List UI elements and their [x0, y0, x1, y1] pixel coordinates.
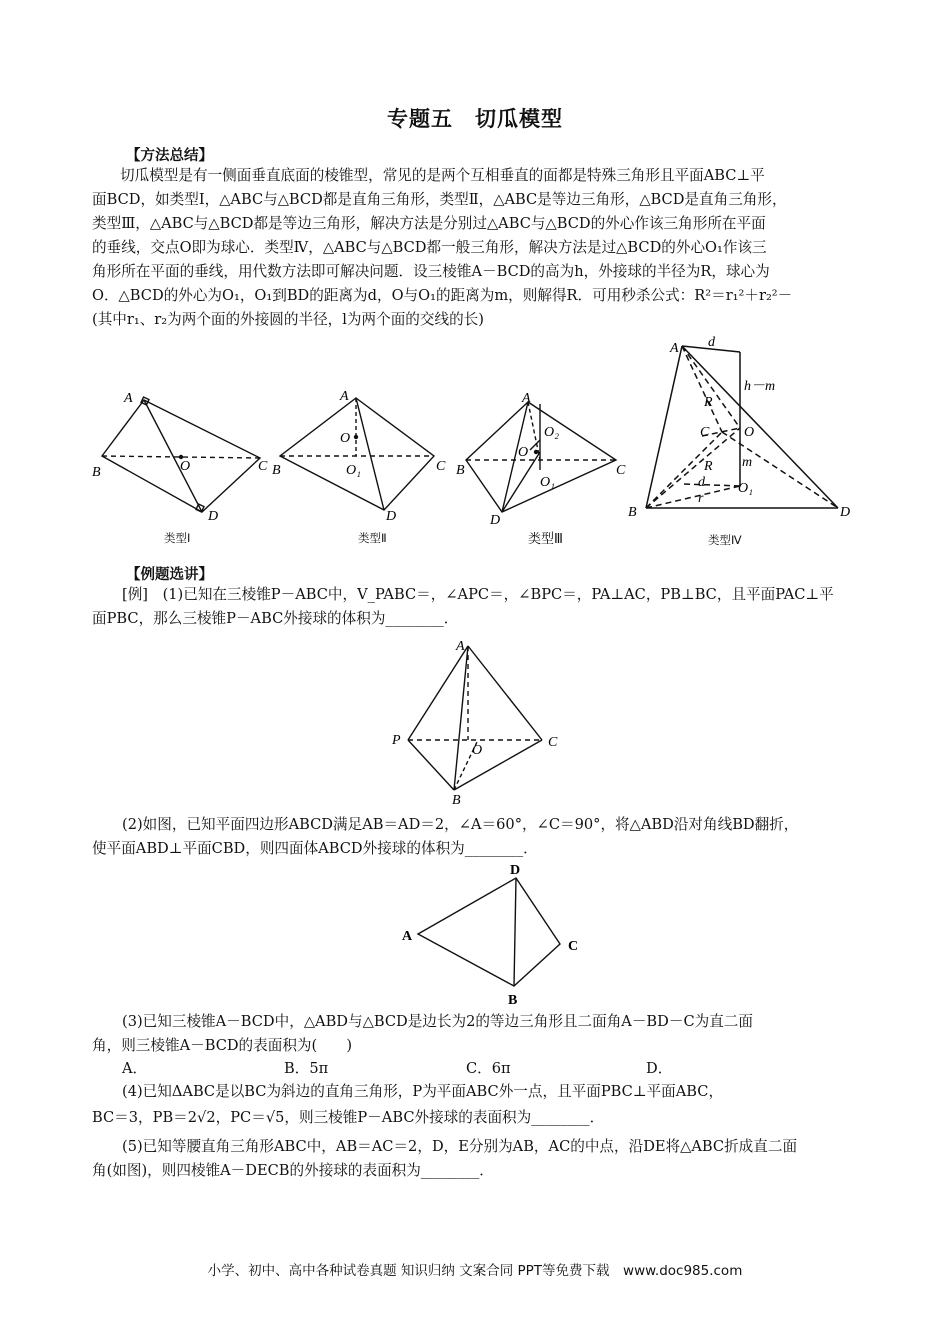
example1-line2: 面PBC，那么三棱锥P－ABC外接球的体积为________．	[92, 610, 459, 627]
option-B: B．5π	[284, 1060, 329, 1077]
label-O: O	[744, 425, 755, 440]
example1-figure	[386, 636, 576, 806]
label-A: A	[456, 639, 465, 654]
label-D: D	[386, 509, 397, 524]
label-B: B	[272, 463, 281, 478]
method-line: 面BCD，如类型Ⅰ，△ABC与△BCD都是直角三角形，类型Ⅱ，△ABC是等边三角形，△BCD是直角三角形，	[92, 191, 787, 208]
label-B: B	[452, 793, 461, 808]
example2-figure	[396, 858, 596, 1008]
label-P: P	[392, 733, 401, 748]
label-B: B	[456, 463, 465, 478]
label-C: C	[436, 459, 446, 474]
example4-line2: BC＝3，PB＝2√2，PC＝√5，则三棱锥P－ABC外接球的表面积为________．	[92, 1109, 605, 1126]
label-A: A	[522, 391, 531, 406]
label-O: O	[518, 445, 529, 460]
label-m: m	[742, 455, 753, 470]
label-O1: O₁	[346, 463, 361, 478]
method-line: (其中r₁、r₂为两个面的外接圆的半径，l为两个面的交线的长)	[92, 311, 484, 328]
example5-line1: (5)已知等腰直角三角形ABC中，AB＝AC＝2，D，E分别为AB，AC的中点，沿DE将△ABC折成直二面	[122, 1138, 798, 1155]
label-O: O	[180, 459, 191, 474]
example2-line2: 使平面ABD⊥平面CBD，则四面体ABCD外接球的体积为________．	[92, 840, 538, 857]
option-D: D．	[646, 1060, 673, 1077]
label-D: D	[510, 863, 521, 878]
figure-type-4	[624, 336, 864, 526]
label-D: D	[840, 505, 851, 520]
label-C: C	[548, 735, 558, 750]
example5-line2: 角(如图)，则四棱锥A－DECB的外接球的表面积为________．	[92, 1162, 494, 1179]
label-B: B	[92, 465, 101, 480]
figure-type-3	[452, 386, 632, 526]
method-line: 角形所在平面的垂线，用代数方法即可解决问题．设三棱锥A－BCD的高为h，外接球的半径为R，球心为	[92, 263, 770, 280]
method-line: O．△BCD的外心为O₁，O₁到BD的距离为d，O与O₁的距离为m，则解得R．可用秒杀公式：R²＝r₁²＋r₂²－	[92, 287, 793, 304]
label-D: D	[208, 509, 219, 524]
label-A: A	[124, 391, 133, 406]
label-h-minus-m: h－m	[744, 379, 776, 394]
label-R-lower: R	[704, 459, 713, 474]
label-O1: O₁	[738, 481, 753, 496]
caption-type-1: 类型Ⅰ	[164, 531, 191, 545]
label-B: B	[628, 505, 637, 520]
example3-line1: (3)已知三棱锥A－BCD中，△ABD与△BCD是边长为2的等边三角形且二面角A－BD－C为直二面	[122, 1013, 753, 1030]
option-A: A．	[122, 1060, 148, 1077]
label-O2: O₂	[544, 425, 559, 440]
label-B: B	[508, 993, 518, 1008]
label-A: A	[340, 389, 349, 404]
figure-type-2	[270, 386, 450, 526]
label-O1: O₁	[540, 475, 555, 490]
label-C: C	[700, 425, 710, 440]
label-R-upper: R	[704, 395, 713, 410]
figure-type-1	[90, 388, 270, 528]
method-line: 的垂线，交点O即为球心．类型Ⅳ，△ABC与△BCD都一般三角形，解决方法是过△BCD的外心O₁作该三	[92, 239, 767, 256]
label-A: A	[670, 341, 679, 356]
example3-line2: 角，则三棱锥A－BCD的表面积为( )	[92, 1037, 353, 1054]
label-d-bottom: d	[698, 475, 705, 490]
method-line: 切瓜模型是有一侧面垂直底面的棱锥型，常见的是两个互相垂直的面都是特殊三角形且平面ABC⊥平	[120, 167, 765, 184]
label-C: C	[568, 939, 579, 954]
section-method-summary: 【方法总结】	[126, 148, 213, 164]
label-r: r	[698, 491, 704, 506]
label-O: O	[340, 431, 351, 446]
example1-line1: [例] (1)已知在三棱锥P－ABC中，V_PABC＝，∠APC＝，∠BPC＝，PA⊥AC，PB⊥BC，且平面PAC⊥平	[122, 586, 834, 603]
label-d-top: d	[708, 335, 715, 350]
label-C: C	[258, 459, 268, 474]
method-line: 类型Ⅲ，△ABC与△BCD都是等边三角形，解决方法是分别过△ABC与△BCD的外心作该三角形所在平面	[92, 215, 766, 232]
section-examples: 【例题选讲】	[126, 567, 213, 583]
label-D: D	[490, 513, 501, 528]
caption-type-3: 类型Ⅲ	[528, 532, 563, 547]
caption-type-4: 类型Ⅳ	[708, 533, 742, 547]
label-A: A	[402, 929, 413, 944]
label-C: C	[616, 463, 626, 478]
option-C: C．6π	[466, 1060, 511, 1077]
label-O: O	[472, 743, 483, 758]
example4-line1: (4)已知ΔABC是以BC为斜边的直角三角形，P为平面ABC外一点，且平面PBC⊥平面ABC，	[122, 1083, 724, 1100]
page-footer: 小学、初中、高中各种试卷真题 知识归纳 文案合同 PPT等免费下载 www.doc985.com	[207, 1263, 743, 1279]
caption-type-2: 类型Ⅱ	[358, 531, 387, 545]
example2-line1: (2)如图，已知平面四边形ABCD满足AB＝AD＝2，∠A＝60°，∠C＝90°，将△ABD沿对角线BD翻折，	[122, 816, 799, 833]
page-title: 专题五 切瓜模型	[387, 107, 563, 131]
